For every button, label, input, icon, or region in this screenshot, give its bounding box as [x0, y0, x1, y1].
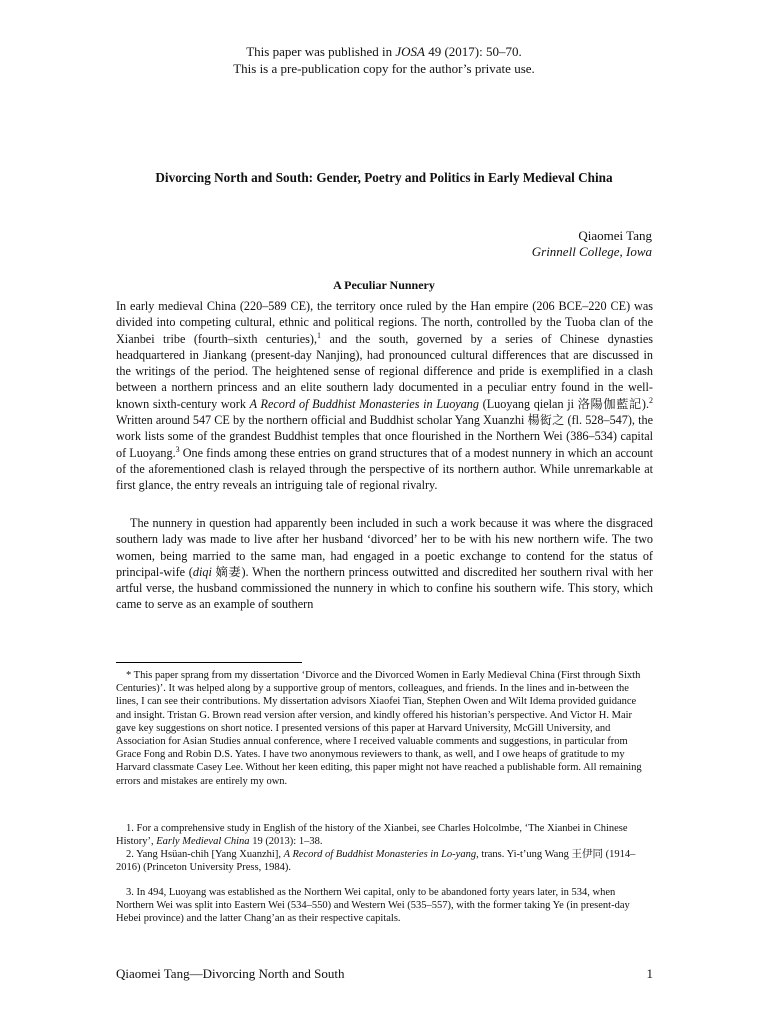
- section-heading: A Peculiar Nunnery: [333, 278, 435, 292]
- journal-name: JOSA: [395, 44, 425, 59]
- footnote-star: * This paper sprang from my dissertation ‘Divorce and the Divorced Women in Early Medieval China (First through Sixth Centuries)’. It was helped along by a supportive group of mentors, colleagues, and friends. In the lines and in-between the lines, I can see their contributions. My dissertation advisors Xiaofei Tian, Stephen Owen and Wilt Idema provided guidance and insight. Tristan G. Brown read version after version, and kindly offered his historian’s perspective. And Victor H. Mair gave key suggestions on short notice. I presented versions of this paper at Harvard University, McGill University, and Association for Asian Studies annual conference, where I received valuable comments and suggestions, in particular from Grace Fong and Robin D.S. Yates. I have two anonymous reviewers to thank, as well, and I owe heaps of gratitude to my Harvard classmate Casey Lee. Without her keen editing, this paper might not have reached a publishable form. All remaining errors and mistakes are entirely my own.: [116, 670, 642, 787]
- footnote-ref[interactable]: 2: [649, 395, 653, 405]
- book-title: A Record of Buddhist Monasteries in Luoyang: [249, 396, 479, 411]
- running-head: Qiaomei Tang—Divorcing North and South: [116, 966, 345, 981]
- publication-line: This paper was published in JOSA 49 (2017): 50–70.: [246, 44, 522, 59]
- body-paragraph: The nunnery in question had apparently been included in such a work because it was where the disgraced southern lady was made to live after her husband ‘divorced’ her to be with his new northern wife. The two women, being married to the same man, had engaged in a poetic exchange to contend for the status of principal-wife (diqi 嫡妻). When the northern princess outwitted and discredited her southern rival with her artful verse, the husband commissioned the nunnery in which to confine his southern wife. This story, which came to serve as an example of southern: [116, 516, 653, 612]
- term: diqi: [192, 564, 212, 579]
- paper-title: Divorcing North and South: Gender, Poetry and Politics in Early Medieval China: [155, 170, 613, 185]
- footnote-1: 1. For a comprehensive study in English of the history of the Xianbei, see Charles Holcolmbe, ‘The Xianbei in Chinese History’, Early Medieval China 19 (2013): 1–38.: [116, 823, 628, 848]
- page-footer: [116, 966, 653, 982]
- footnote-divider: [116, 662, 302, 663]
- footnote-2: 2. Yang Hsüan-chih [Yang Xuanzhi], A Record of Buddhist Monasteries in Lo-yang, trans. Yi-t’ung Wang 王伊同 (1914–2016) (Princeton University Press, 1984).: [116, 849, 636, 874]
- page-number: 1: [646, 966, 653, 981]
- body-paragraph: In early medieval China (220–589 CE), the territory once ruled by the Han empire (206 BCE–220 CE) was divided into competing cultural, ethnic and political regions. The north, controlled by the Tuoba clan of the Xianbei tribe (fourth–sixth centuries),$^1$ and the south, governed by a series of Chinese dynasties headquartered in Jiankang (present-day Nanjing), had pronounced cultural differences that are discussed in the writings of the period. The heightened sense of regional difference and pride is exemplified in a clash between a northern princess and an elite southern lady documented in a peculiar entry found in the well-known sixth-century work A Record of Buddhist Monasteries in Luoyang (Luoyang qielan ji 洛陽伽藍記).$^2$ Written around 547 CE by the northern official and Buddhist scholar Yang Xuanzhi 楊衒之 (fl. 528–547), the work lists some of the grandest Buddhist temples that once flourished in the Northern Wei (386–534) capital of Luoyang.$^3$ One finds among these entries on grand structures that of a modest nunnery in which an account of the aforementioned clash is relayed through the perspective of its northern author. While unremarkable at first glance, the entry reveals an intriguing tale of regional rivalry.: [116, 299, 653, 493]
- preprint-line: This is a pre-publication copy for the author’s private use.: [233, 61, 535, 76]
- footnote-ref[interactable]: 3: [175, 444, 180, 454]
- footnote-3: 3. In 494, Luoyang was established as the Northern Wei capital, only to be abandoned forty years later, in 534, when Northern Wei was split into Eastern Wei (534–550) and Western Wei (535–557), with the former taking Ye (in present-day Hebei province) and the latter Chang’an as their respective capitals.: [116, 887, 630, 925]
- author-name: Qiaomei Tang: [578, 228, 652, 243]
- author-block: [532, 228, 652, 260]
- publication-note: [0, 43, 768, 77]
- footnote-ref[interactable]: 1: [317, 330, 322, 340]
- author-affiliation: Grinnell College, Iowa: [531, 244, 652, 259]
